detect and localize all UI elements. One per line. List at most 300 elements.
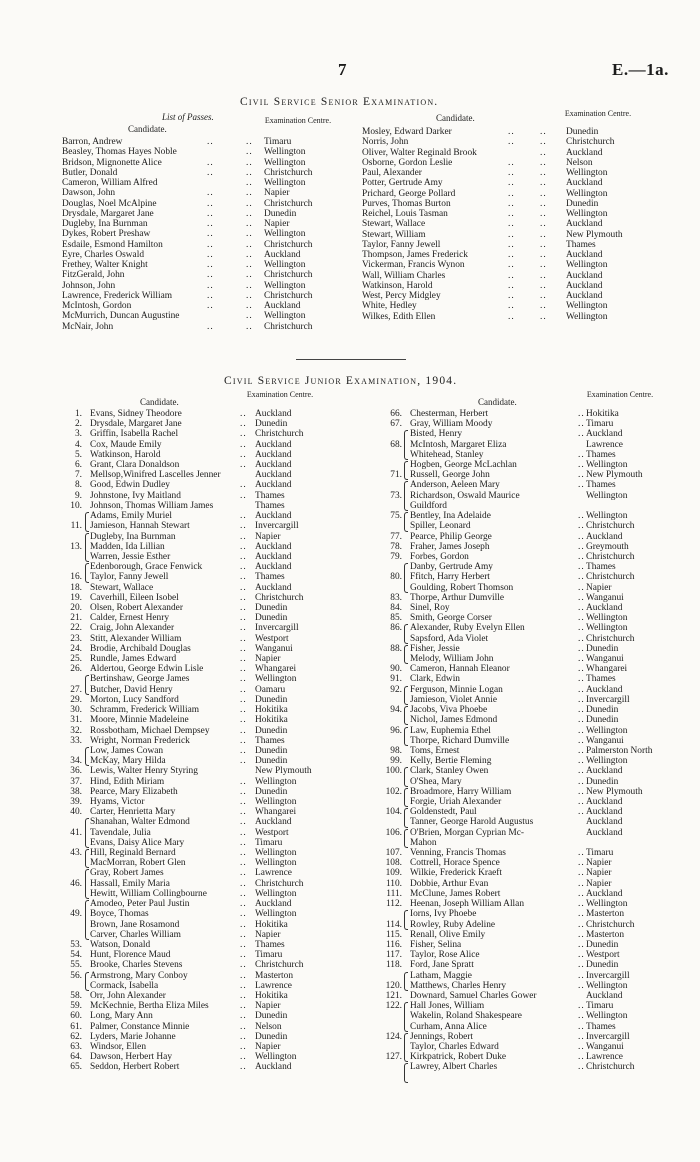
leader-dots: .. [578, 960, 585, 971]
exam-centre: Auckland [566, 270, 603, 281]
candidate-name: Schramm, Frederick William [90, 705, 200, 716]
exam-centre: Wellington [566, 311, 608, 322]
candidate-name: Tanner, George Harold Augustus [410, 817, 534, 828]
leader-dots: .. [240, 848, 247, 859]
exam-centre: Wellington [586, 899, 628, 910]
candidate-name: Alexander, Ruby Evelyn Ellen [410, 623, 525, 634]
rank-number: 30. [70, 705, 82, 716]
exam-centre: Wellington [566, 260, 608, 271]
exam-centre: Invercargill [255, 623, 299, 634]
table-row [90, 1022, 345, 1032]
leader-dots: .. [578, 694, 585, 705]
leader-dots: .. [240, 562, 247, 573]
candidate-name: Edenborough, Grace Fenwick [90, 562, 203, 573]
rank-number: 18. [70, 582, 82, 593]
candidate-name: Drysdale, Margaret Jane [62, 208, 154, 219]
rank-number: 124. [385, 1031, 402, 1042]
rank-number: 107. [385, 848, 402, 859]
rank-number: 32. [70, 725, 82, 736]
rank-number: 46. [70, 878, 82, 889]
leader-dots: .. [240, 939, 247, 950]
rank-number: 54. [70, 950, 82, 961]
table-row [410, 450, 676, 460]
table-row [410, 542, 676, 552]
leader-dots: .. [246, 280, 253, 291]
table-row [90, 940, 345, 950]
exam-centre: Wellington [586, 490, 628, 501]
table-row [410, 685, 676, 695]
exam-centre: Thames [255, 735, 285, 746]
leader-dots: .. [578, 796, 585, 807]
table-row [362, 148, 646, 158]
candidate-name: Vickerman, Francis Wynon [362, 260, 465, 271]
candidate-name: Rundle, James Edward [90, 654, 177, 665]
exam-centre: Dunedin [586, 776, 619, 787]
rank-number: 102. [385, 786, 402, 797]
exam-centre: Auckland [586, 888, 623, 899]
rank-number: 23. [70, 633, 82, 644]
candidate-name: Taylor, Charles Edward [410, 1042, 499, 1053]
table-row [410, 1032, 676, 1042]
exam-centre: Masterton [255, 970, 294, 981]
leader-dots: .. [540, 270, 547, 281]
candidate-name: Stewart, Wallace [90, 582, 154, 593]
document-reference: E.—1a. [612, 60, 669, 79]
candidate-name: Hunt, Florence Maud [90, 950, 171, 961]
leader-dots: .. [246, 208, 253, 219]
exam-centre: Masterton [586, 929, 625, 940]
leader-dots: .. [240, 582, 247, 593]
leader-dots: .. [508, 209, 515, 219]
candidate-name: Lyders, Marie Johanne [90, 1031, 176, 1042]
candidate-name: Clark, Edwin [410, 674, 460, 685]
table-row [90, 542, 345, 552]
table-row [90, 480, 345, 490]
rank-number: 60. [70, 1011, 82, 1022]
rank-number: 75. [390, 511, 402, 522]
leader-dots: .. [246, 249, 253, 260]
leader-dots: .. [540, 280, 547, 291]
tie-bracket [85, 533, 89, 563]
table-row [362, 189, 646, 199]
candidate-name: Hassall, Emily Maria [90, 878, 170, 889]
leader-dots: .. [508, 260, 515, 271]
candidate-name: Amodeo, Peter Paul Justin [90, 899, 190, 910]
candidate-name: Morton, Lucy Sandford [90, 694, 179, 705]
table-row [90, 501, 345, 511]
rank-number: 83. [390, 592, 402, 603]
leader-dots: .. [540, 198, 547, 209]
exam-centre: Christchurch [255, 878, 304, 889]
leader-dots: .. [240, 480, 247, 491]
table-row [410, 1062, 676, 1072]
candidate-name: Griffin, Isabella Rachel [90, 429, 179, 440]
candidate-name: Dawson, John [62, 188, 116, 199]
leader-dots: .. [540, 291, 547, 301]
candidate-name: Fisher, Jessie [410, 643, 460, 654]
table-row [90, 685, 345, 695]
leader-dots: .. [508, 168, 515, 178]
leader-dots: .. [508, 250, 515, 260]
table-row [362, 260, 646, 270]
candidate-name: Sinel, Roy [410, 602, 450, 613]
exam-centre: Christchurch [264, 239, 313, 250]
exam-centre: Wellington [586, 725, 628, 736]
table-row [410, 868, 676, 878]
exam-centre: Christchurch [264, 290, 313, 301]
leader-dots: .. [240, 674, 247, 685]
table-row [410, 674, 676, 684]
table-row [90, 1052, 345, 1062]
leader-dots: .. [240, 929, 247, 940]
leader-dots: .. [246, 239, 253, 250]
table-row [90, 868, 345, 878]
table-row [362, 168, 646, 178]
section-divider [296, 359, 406, 360]
candidate-name: McClune, James Robert [410, 888, 501, 899]
table-row [90, 879, 345, 889]
exam-centre: New Plymouth [586, 470, 643, 481]
candidate-name: Brown, Jane Rosamond [90, 919, 180, 930]
leader-dots: .. [240, 950, 247, 961]
exam-centre: Dunedin [255, 1011, 288, 1022]
table-row [410, 858, 676, 868]
exam-centre: Wellington [255, 888, 297, 899]
exam-centre: Napier [255, 654, 281, 665]
candidate-name: Richardson, Oswald Maurice [410, 490, 520, 501]
rank-number: 56. [70, 970, 82, 981]
candidate-name: Thompson, James Frederick [362, 250, 468, 260]
leader-dots: .. [578, 745, 585, 756]
exam-centre: Christchurch [566, 137, 615, 148]
exam-centre: New Plymouth [255, 766, 312, 777]
table-row [410, 950, 676, 960]
leader-dots: .. [240, 1042, 247, 1053]
exam-centre: Thames [255, 490, 285, 501]
leader-dots: .. [240, 827, 247, 838]
table-row [410, 1011, 676, 1021]
rank-number: 90. [390, 664, 402, 675]
leader-dots: .. [246, 178, 253, 188]
candidate-name: Smith, George Corser [410, 613, 492, 624]
exam-centre: Wellington [586, 623, 628, 634]
candidate-name: Ffitch, Harry Herbert [410, 572, 490, 583]
exam-centre: Dunedin [586, 960, 619, 971]
table-row [90, 1001, 345, 1011]
table-row [90, 838, 345, 848]
tie-bracket [404, 563, 408, 593]
exam-centre: Christchurch [264, 321, 313, 332]
candidate-name: Kirkpatrick, Robert Duke [410, 1052, 507, 1063]
exam-centre: Auckland [586, 602, 623, 613]
exam-centre: Wellington [255, 674, 297, 685]
exam-centre: Auckland [566, 280, 603, 291]
candidate-name: White, Hedley [362, 301, 417, 312]
candidate-name: Butler, Donald [62, 167, 118, 178]
exam-centre: Dunedin [255, 756, 288, 767]
exam-centre: Wellington [255, 858, 297, 869]
exam-centre: Napier [264, 188, 290, 199]
candidate-name: Hyams, Victor [90, 796, 145, 807]
table-row [90, 991, 345, 1001]
rank-number: 77. [390, 531, 402, 542]
exam-centre: Wellington [586, 511, 628, 522]
candidate-name: Bentley, Ina Adelaide [410, 511, 491, 522]
table-row [90, 1042, 345, 1052]
table-row [62, 199, 344, 209]
tie-bracket [404, 624, 408, 643]
leader-dots: .. [240, 776, 247, 787]
table-row [410, 920, 676, 930]
leader-dots: .. [578, 715, 585, 726]
exam-centre: Napier [255, 1042, 281, 1053]
leader-dots: .. [540, 229, 547, 240]
rank-number: 120. [385, 980, 402, 991]
leader-dots: .. [578, 623, 585, 634]
leader-dots: .. [540, 127, 547, 137]
candidate-name: Johnson, John [62, 280, 116, 291]
leader-dots: .. [578, 1031, 585, 1042]
table-row [410, 971, 676, 981]
candidate-name: MacMorran, Robert Glen [90, 858, 186, 869]
table-row [410, 828, 676, 838]
leader-dots: .. [540, 168, 547, 178]
table-row [362, 240, 646, 250]
leader-dots: .. [578, 531, 585, 542]
candidate-name: Mahon [410, 837, 437, 848]
table-row [410, 1022, 676, 1032]
candidate-name: Chesterman, Herbert [410, 409, 489, 419]
exam-centre: Wellington [264, 260, 306, 270]
exam-centre: Thames [586, 674, 616, 685]
exam-centre: Auckland [255, 460, 292, 471]
candidate-name: Spiller, Leonard [410, 521, 471, 532]
table-row [362, 209, 646, 219]
leader-dots: .. [240, 694, 247, 705]
candidate-name: Latham, Maggie [410, 970, 472, 981]
table-row [410, 470, 676, 480]
table-row [62, 281, 344, 291]
candidate-name: Caverhill, Eileen Isobel [90, 592, 179, 603]
candidate-name: Stewart, Wallace [362, 219, 426, 230]
exam-centre: Wellington [255, 796, 297, 807]
candidate-name: Madden, Ida Lillian [90, 541, 165, 552]
rank-number: 8. [74, 480, 82, 491]
candidate-name: Norris, John [362, 137, 409, 148]
table-row [362, 281, 646, 291]
leader-dots: .. [240, 817, 247, 828]
exam-centre: Lawrence [255, 868, 292, 879]
table-row [90, 674, 345, 684]
candidate-name: Watkinson, Harold [362, 280, 433, 291]
exam-centre: Dunedin [586, 643, 619, 654]
candidate-name: Eyre, Charles Oswald [62, 249, 145, 260]
rank-number: 31. [70, 715, 82, 726]
tie-bracket [404, 788, 408, 807]
candidate-name: Russell, George John [410, 470, 490, 481]
table-row [62, 178, 344, 188]
leader-dots: .. [578, 633, 585, 644]
leader-dots: .. [240, 786, 247, 797]
leader-dots: .. [508, 188, 515, 199]
leader-dots: .. [240, 705, 247, 716]
candidate-name: Johnstone, Ivy Maitland [90, 490, 181, 501]
table-row [410, 777, 676, 787]
candidate-name: Calder, Ernest Henry [90, 613, 170, 624]
rank-number: 127. [385, 1052, 402, 1063]
candidate-name: Toms, Ernest [410, 745, 460, 756]
leader-dots: .. [578, 1062, 585, 1073]
candidate-name: Stitt, Alexander William [90, 633, 182, 644]
leader-dots: .. [240, 521, 247, 532]
table-row [410, 695, 676, 705]
rank-number: 39. [70, 796, 82, 807]
exam-centre: Christchurch [264, 167, 313, 178]
leader-dots: .. [508, 301, 515, 312]
junior-exam-title: Civil Service Junior Examination, 1904. [224, 375, 458, 387]
table-row [90, 450, 345, 460]
leader-dots: .. [207, 290, 214, 301]
table-row [90, 971, 345, 981]
leader-dots: .. [207, 301, 214, 311]
exam-centre: Dunedin [264, 208, 297, 219]
leader-dots: .. [578, 1011, 585, 1022]
table-row [90, 858, 345, 868]
exam-centre: Dunedin [255, 602, 288, 613]
candidate-name: Watson, Donald [90, 939, 151, 950]
exam-centre: Auckland [264, 249, 301, 260]
leader-dots: .. [240, 1021, 247, 1032]
table-row [90, 726, 345, 736]
table-row [90, 613, 345, 623]
rank-number: 110. [385, 878, 402, 889]
table-row [62, 240, 344, 250]
leader-dots: .. [240, 1011, 247, 1022]
table-row [90, 583, 345, 593]
candidate-name: Barron, Andrew [62, 137, 123, 147]
tie-bracket [404, 1063, 408, 1082]
table-row [410, 1052, 676, 1062]
table-row [62, 270, 344, 280]
table-row [90, 766, 345, 776]
tie-bracket [85, 818, 89, 848]
leader-dots: .. [246, 188, 253, 199]
exam-centre: Dunedin [586, 939, 619, 950]
leader-dots: .. [578, 1021, 585, 1032]
exam-centre: Westport [255, 827, 289, 838]
leader-dots: .. [246, 198, 253, 209]
leader-dots: .. [240, 439, 247, 450]
candidate-name: Matthews, Charles Henry [410, 980, 507, 991]
leader-dots: .. [240, 796, 247, 807]
rank-number: 104. [385, 807, 402, 818]
leader-dots: .. [240, 602, 247, 613]
candidate-name: Carver, Charles William [90, 929, 181, 940]
candidate-name: Hogben, George McLachlan [410, 460, 517, 471]
rank-number: 117. [385, 950, 402, 961]
leader-dots: .. [578, 429, 585, 440]
table-row [410, 715, 676, 725]
exam-centre: Whangarei [255, 664, 297, 675]
table-row [90, 899, 345, 909]
rank-number: 41. [70, 827, 82, 838]
candidate-name: Frethey, Walter Knight [62, 260, 148, 270]
table-row [62, 260, 344, 270]
candidate-name: Wright, Norman Frederick [90, 735, 190, 746]
tie-bracket [404, 727, 408, 746]
rank-number: 43. [70, 848, 82, 859]
leader-dots: .. [578, 674, 585, 685]
candidate-name: McMurrich, Duncan Augustine [62, 311, 180, 322]
candidate-name: Jamieson, Violet Annie [410, 694, 498, 705]
candidate-name: Wakelin, Roland Shakespeare [410, 1011, 522, 1022]
candidate-name: Rowley, Ruby Adeline [410, 919, 496, 930]
candidate-name: Paul, Alexander [362, 168, 422, 178]
table-row [410, 787, 676, 797]
exam-centre: Wellington [586, 460, 628, 471]
exam-centre: Wanganui [255, 643, 293, 654]
leader-dots: .. [240, 919, 247, 930]
leader-dots: .. [246, 157, 253, 168]
table-row [62, 229, 344, 239]
table-row [410, 817, 676, 827]
exam-centre: Auckland [586, 817, 623, 828]
candidate-name: Brodie, Archibald Douglas [90, 643, 191, 654]
exam-centre: Napier [586, 582, 612, 593]
rank-number: 58. [70, 990, 82, 1001]
exam-centre: Lawrence [255, 980, 292, 991]
table-row [62, 311, 344, 321]
tie-bracket [85, 849, 89, 868]
exam-centre: Masterton [586, 909, 625, 920]
leader-dots: .. [207, 280, 214, 291]
leader-dots: .. [578, 848, 585, 859]
table-row [410, 1001, 676, 1011]
table-row [410, 419, 676, 429]
exam-centre: Timaru [586, 848, 614, 859]
leader-dots: .. [246, 290, 253, 301]
table-row [90, 777, 345, 787]
table-row [90, 797, 345, 807]
candidate-name: Hall Jones, William [410, 1001, 485, 1012]
rank-number: 24. [70, 643, 82, 654]
candidate-name: Seddon, Herbert Robert [90, 1062, 180, 1073]
exam-centre: Wellington [255, 848, 297, 859]
candidate-name: Hewitt, William Collingbourne [90, 888, 207, 899]
exam-centre: Christchurch [255, 429, 304, 440]
leader-dots: .. [578, 705, 585, 716]
rank-number: 62. [70, 1031, 82, 1042]
rank-number: 118. [385, 960, 402, 971]
candidate-name: Taylor, Fanny Jewell [362, 239, 441, 250]
rank-number: 92. [390, 684, 402, 695]
table-row [90, 511, 345, 521]
exam-centre: Nelson [566, 157, 593, 168]
leader-dots: .. [240, 899, 247, 910]
leader-dots: .. [540, 260, 547, 271]
exam-centre: Wellington [566, 209, 608, 219]
rank-number: 40. [70, 807, 82, 818]
table-row [362, 127, 646, 137]
tie-bracket [404, 512, 408, 531]
table-row [410, 623, 676, 633]
leader-dots: .. [246, 219, 253, 229]
table-row [410, 480, 676, 490]
exam-centre: Christchurch [264, 198, 313, 209]
table-row [410, 429, 676, 439]
leader-dots: .. [578, 939, 585, 950]
exam-centre: Invercargill [586, 1031, 630, 1042]
